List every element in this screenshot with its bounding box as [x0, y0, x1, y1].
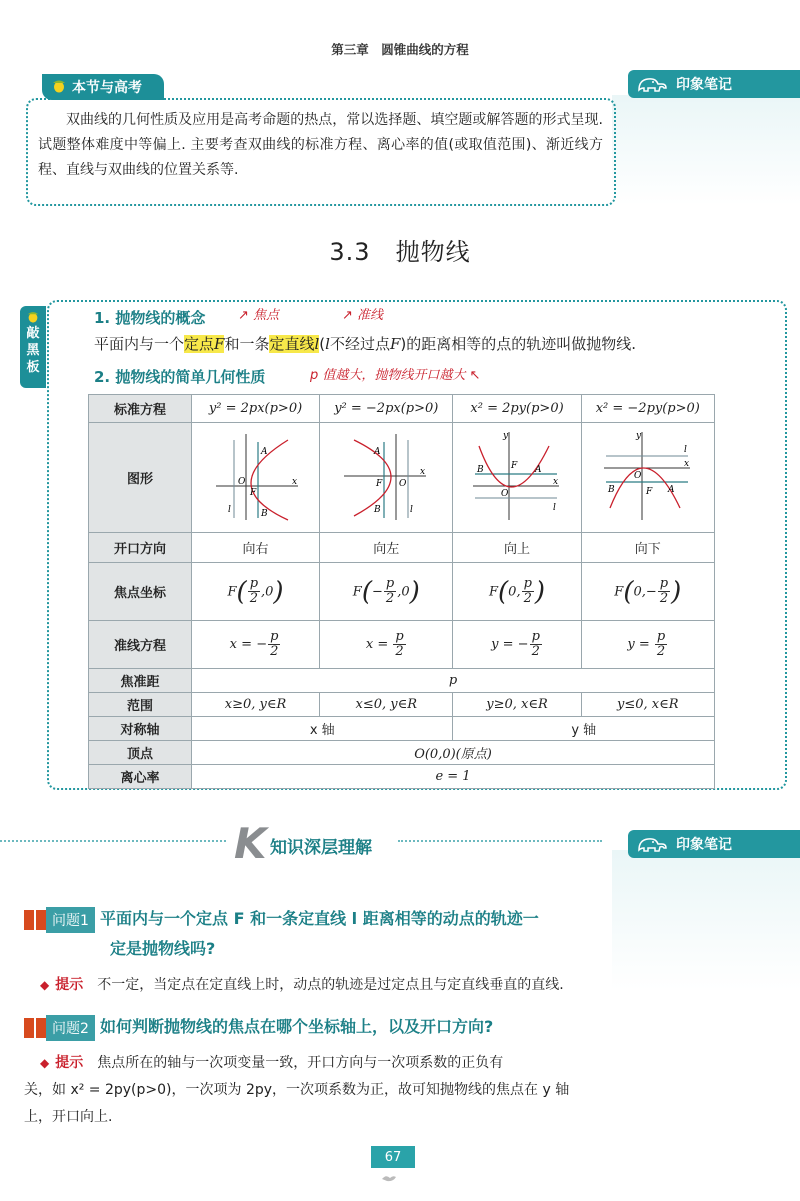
svg-text:B: B [374, 504, 381, 515]
svg-text:x: x [291, 476, 297, 487]
focus-coord: F(0,− $\frac{p}{2}$ ) [581, 563, 714, 621]
hint-bullet-icon: ◆ [40, 978, 50, 992]
focus-coord: F( $\frac{p}{2}$ ,0) [192, 563, 320, 621]
blackboard-tab [20, 306, 46, 388]
graph-cell [192, 423, 320, 533]
open-direction: 向下 [581, 533, 714, 563]
intro-tag [42, 74, 164, 100]
range-cell: y≤0, x∈R [581, 693, 714, 717]
table-row [89, 423, 715, 533]
row-header: 图形 [89, 423, 192, 533]
svg-text:F: F [645, 486, 653, 497]
note-sidebar-bg [612, 95, 800, 205]
table-row [89, 765, 715, 789]
table-row [89, 533, 715, 563]
directrix-eq: x = − $\frac{p}{2}$ [192, 621, 320, 669]
directrix-eq: y = − $\frac{p}{2}$ [453, 621, 581, 669]
focus-coord: F(0, $\frac{p}{2}$ ) [453, 563, 581, 621]
note-label-top: 印象笔记 [676, 77, 732, 93]
table-row [89, 669, 715, 693]
svg-text:F: F [249, 487, 256, 498]
std-equation: y² = −2px(p>0) [320, 395, 453, 423]
question-1 [24, 906, 539, 933]
properties-heading: 2. 抛物线的简单几何性质 [94, 368, 266, 386]
tab-char: 敲 [26, 326, 40, 341]
intro-tag-label: 本节与高考 [72, 80, 142, 96]
vertex-cell: O(0,0)(原点) [192, 741, 715, 765]
row-header: 离心率 [89, 765, 192, 789]
svg-text:y: y [503, 430, 509, 441]
svg-text:A: A [535, 464, 542, 475]
svg-text:F: F [376, 478, 383, 489]
row-header: 顶点 [89, 741, 192, 765]
section-k-title: 知识深层理解 [270, 838, 372, 858]
svg-text:A: A [374, 446, 381, 457]
svg-text:y: y [635, 430, 641, 441]
question-1-text: 平面内与一个定点 F 和一条定直线 l 距离相等的动点的轨迹一 [100, 909, 539, 928]
section-title: 3.3 抛物线 [329, 238, 471, 266]
std-equation: x² = −2py(p>0) [581, 395, 714, 423]
tab-char: 板 [26, 360, 40, 375]
table-row [89, 741, 715, 765]
highlight-fixed-point: 定点F [184, 335, 225, 353]
graph-cell [320, 423, 453, 533]
elephant-icon [636, 834, 670, 854]
svg-text:O: O [501, 488, 509, 499]
svg-text:A: A [260, 446, 268, 457]
range-cell: x≤0, y∈R [320, 693, 453, 717]
row-header: 对称轴 [89, 717, 192, 741]
question-2-label: 问题2 [46, 1015, 95, 1041]
open-direction: 向右 [192, 533, 320, 563]
svg-text:B: B [260, 508, 268, 519]
svg-text:l: l [683, 444, 687, 455]
open-direction: 向上 [453, 533, 581, 563]
svg-text:x: x [553, 476, 559, 487]
table-row [89, 693, 715, 717]
svg-text:A: A [667, 484, 675, 495]
svg-text:x: x [420, 466, 426, 477]
svg-text:B: B [607, 484, 615, 495]
svg-text:x: x [683, 458, 689, 469]
graph-cell [581, 423, 714, 533]
highlight-fixed-line: 定直线l [269, 335, 320, 353]
svg-text:O: O [633, 470, 642, 481]
svg-text:F: F [511, 460, 518, 471]
divider-left [0, 840, 226, 842]
table-row [89, 621, 715, 669]
divider-right [398, 840, 602, 842]
section-k-badge [232, 818, 272, 868]
axis-cell: y 轴 [453, 717, 715, 741]
svg-text:B: B [477, 464, 484, 475]
directrix-eq: y = $\frac{p}{2}$ [581, 621, 714, 669]
table-row [89, 563, 715, 621]
acorn-icon [26, 309, 40, 323]
acorn-icon [52, 77, 66, 97]
row-header: 焦准距 [89, 669, 192, 693]
note-label-bottom: 印象笔记 [676, 837, 732, 853]
std-equation: x² = 2py(p>0) [453, 395, 581, 423]
focus-coord: F(− $\frac{p}{2}$ ,0) [320, 563, 453, 621]
hint-2: ◆ 提示 焦点所在的轴与一次项变量一致，开口方向与一次项系数的正负有 [40, 1055, 504, 1071]
svg-text:O: O [399, 478, 407, 489]
properties-table [88, 394, 715, 789]
k-letter-icon [232, 818, 272, 864]
row-header: 准线方程 [89, 621, 192, 669]
handwritten-directrix-note: ↗ 准线 [342, 308, 384, 323]
row-header: 焦点坐标 [89, 563, 192, 621]
focus-directrix-distance: p [192, 669, 715, 693]
chapter-header: 第三章 圆锥曲线的方程 [331, 42, 469, 57]
handwritten-focus-note: ↗ 焦点 [238, 308, 280, 323]
eccentricity-cell: e = 1 [192, 765, 715, 789]
question-1-text-cont: 定是抛物线吗? [110, 939, 216, 958]
hint-2-line-3: 上，开口向上. [24, 1109, 113, 1125]
svg-text:K: K [234, 819, 267, 864]
directrix-eq: x = $\frac{p}{2}$ [320, 621, 453, 669]
concept-heading: 1. 抛物线的概念 [94, 309, 206, 327]
question-2 [24, 1014, 493, 1041]
row-header: 开口方向 [89, 533, 192, 563]
svg-text:l: l [227, 504, 231, 515]
parabola-up-graph [467, 428, 567, 524]
parabola-definition: 平面内与一个定点F和一条定直线l(l不经过点F)的距离相等的点的轨迹叫做抛物线. [94, 335, 637, 353]
svg-text:l: l [410, 504, 414, 515]
row-header: 标准方程 [89, 395, 192, 423]
hint-1: ◆ 提示 不一定，当定点在定直线上时，动点的轨迹是过定点且与定直线垂直的直线. [40, 977, 564, 993]
hint-bullet-icon: ◆ [40, 1056, 50, 1070]
table-row [89, 395, 715, 423]
note-tab-top [628, 70, 800, 98]
row-header: 范围 [89, 693, 192, 717]
page-number: 67 [371, 1146, 415, 1168]
axis-cell: x 轴 [192, 717, 453, 741]
intro-text: 双曲线的几何性质及应用是高考命题的热点，常以选择题、填空题或解答题的形式呈现. 试题整体难度中等偏上. 主要考查双曲线的标准方程、离心率的值(或取值范围)、渐近线方程、直线与双曲线的位置关系等. [38, 112, 603, 178]
question-2-text: 如何判断抛物线的焦点在哪个坐标轴上，以及开口方向? [100, 1017, 494, 1036]
parabola-left-graph [336, 428, 436, 524]
svg-text:O: O [237, 476, 245, 487]
std-equation: y² = 2px(p>0) [192, 395, 320, 423]
parabola-down-graph [598, 428, 698, 524]
hint-2-line-2: 关，如 x² = 2py(p>0)，一次项为 2py，一次项系数为正，故可知抛物线的焦点在 y 轴 [24, 1082, 570, 1098]
bird-icon [381, 1172, 397, 1187]
elephant-icon [636, 74, 670, 94]
book-icon [24, 910, 46, 930]
note-sidebar-bg-2 [612, 850, 800, 990]
note-tab-bottom [628, 830, 800, 858]
tab-char: 黑 [26, 343, 40, 358]
table-row [89, 717, 715, 741]
open-direction: 向左 [320, 533, 453, 563]
svg-text:l: l [553, 502, 556, 513]
range-cell: y≥0, x∈R [453, 693, 581, 717]
range-cell: x≥0, y∈R [192, 693, 320, 717]
question-1-label: 问题1 [46, 907, 95, 933]
graph-cell [453, 423, 581, 533]
book-icon [24, 1018, 46, 1038]
handwritten-p-note: p 值越大，抛物线开口越大 ↖ [310, 368, 481, 383]
parabola-right-graph [206, 428, 306, 524]
